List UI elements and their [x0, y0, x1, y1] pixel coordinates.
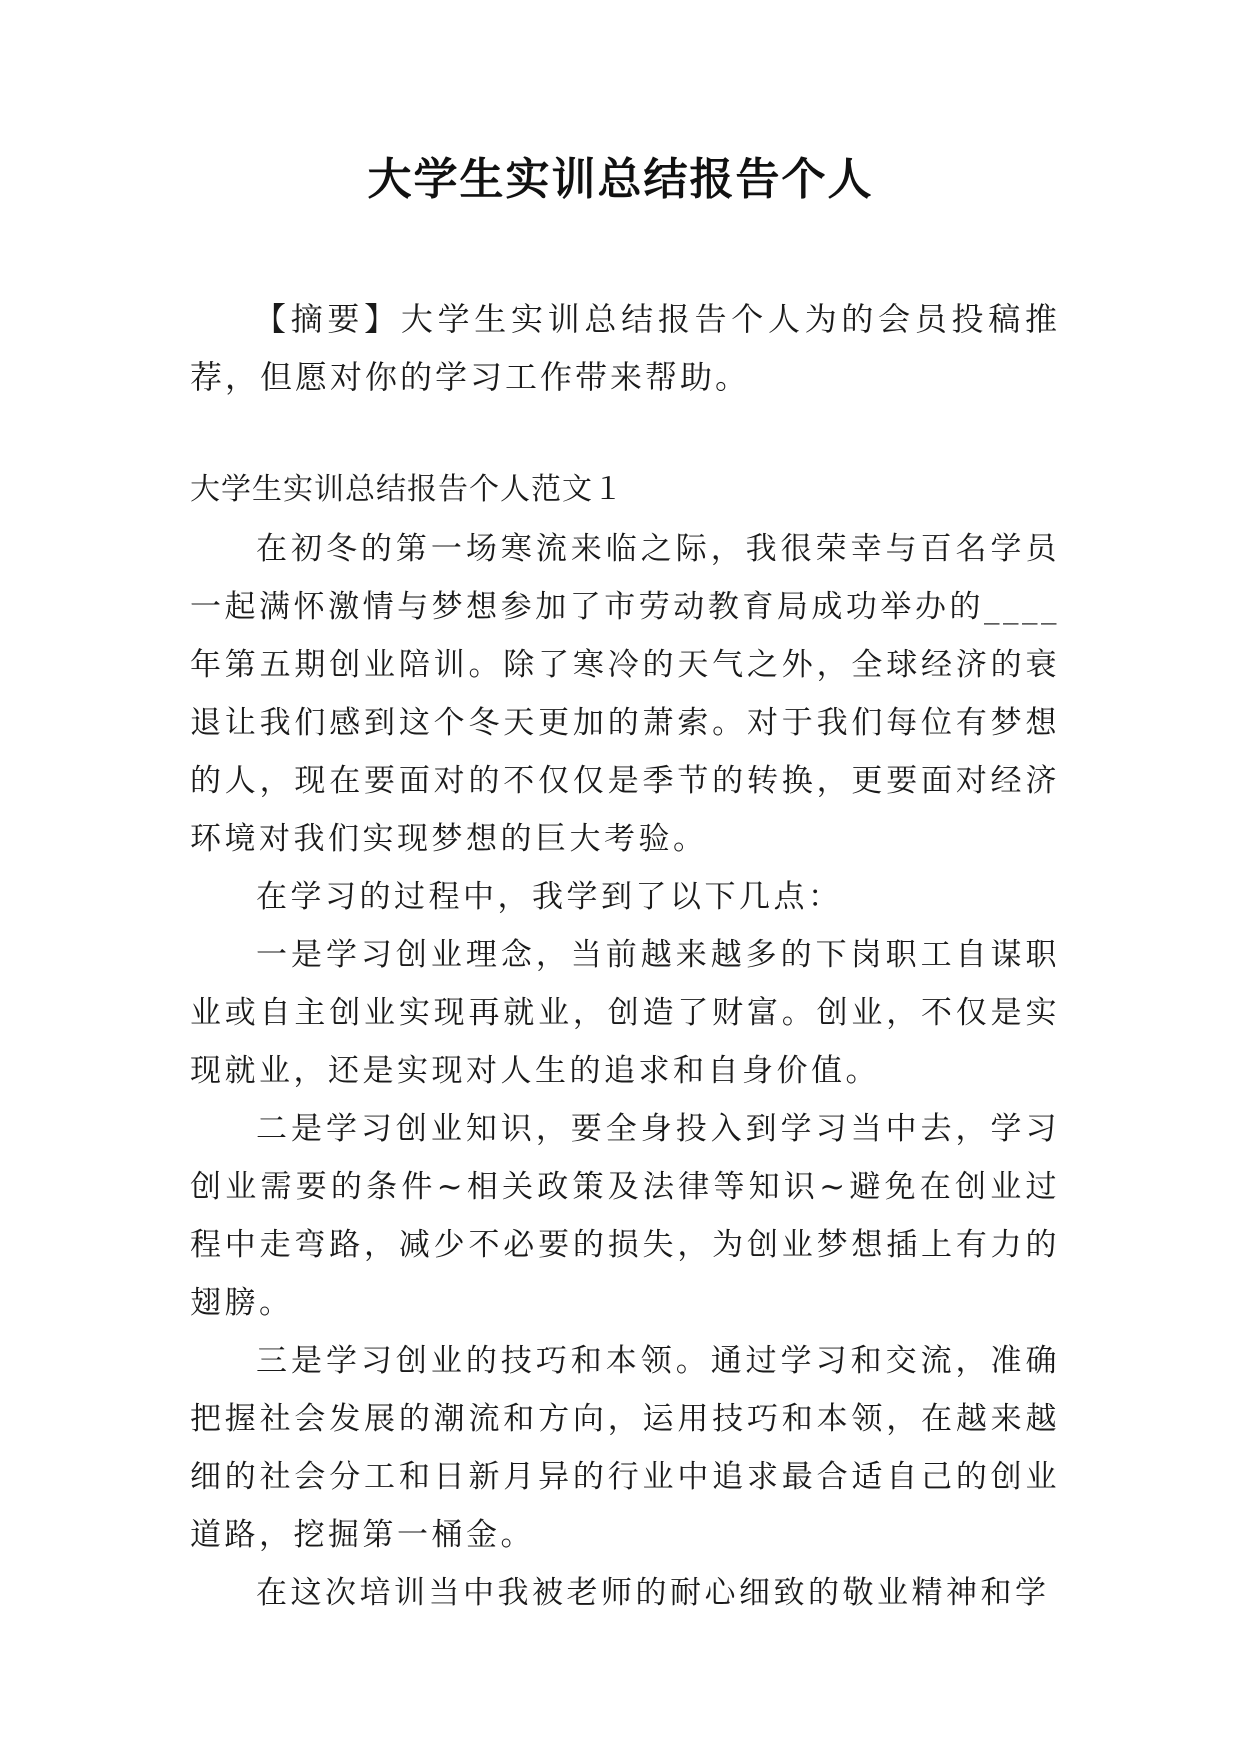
body-paragraph: 三是学习创业的技巧和本领。通过学习和交流，准确把握社会发展的潮流和方向，运用技巧和本领，在越来越细的社会分工和日新月异的行业中追求最合适自己的创业道路，挖掘第一桶金。	[190, 1343, 1060, 1553]
abstract-paragraph: 【摘要】大学生实训总结报告个人为的会员投稿推荐，但愿对你的学习工作带来帮助。	[190, 300, 1060, 396]
section-heading: 大学生实训总结报告个人范文１	[190, 472, 624, 507]
body-paragraph: 在学习的过程中，我学到了以下几点：	[256, 879, 843, 915]
body-paragraph: 在初冬的第一场寒流来临之际，我很荣幸与百名学员一起满怀激情与梦想参加了市劳动教育局成功举办的____年第五期创业陪训。除了寒冷的天气之外，全球经济的衰退让我们感到这个冬天更加的萧索。对于我们每位有梦想的人，现在要面对的不仅仅是季节的转换，更要面对经济环境对我们实现梦想的巨大考验。	[190, 531, 1060, 857]
document-title: 大学生实训总结报告个人	[367, 154, 874, 205]
body-paragraph: 一是学习创业理念，当前越来越多的下岗职工自谋职业或自主创业实现再就业，创造了财富。创业，不仅是实现就业，还是实现对人生的追求和自身价值。	[190, 937, 1060, 1089]
body-text	[190, 520, 1060, 1622]
body-paragraph: 在这次培训当中我被老师的耐心细致的敬业精神和学	[256, 1575, 1050, 1611]
body-paragraph: 二是学习创业知识，要全身投入到学习当中去，学习创业需要的条件~相关政策及法律等知识~避免在创业过程中走弯路，减少不必要的损失，为创业梦想插上有力的翅膀。	[190, 1111, 1060, 1321]
